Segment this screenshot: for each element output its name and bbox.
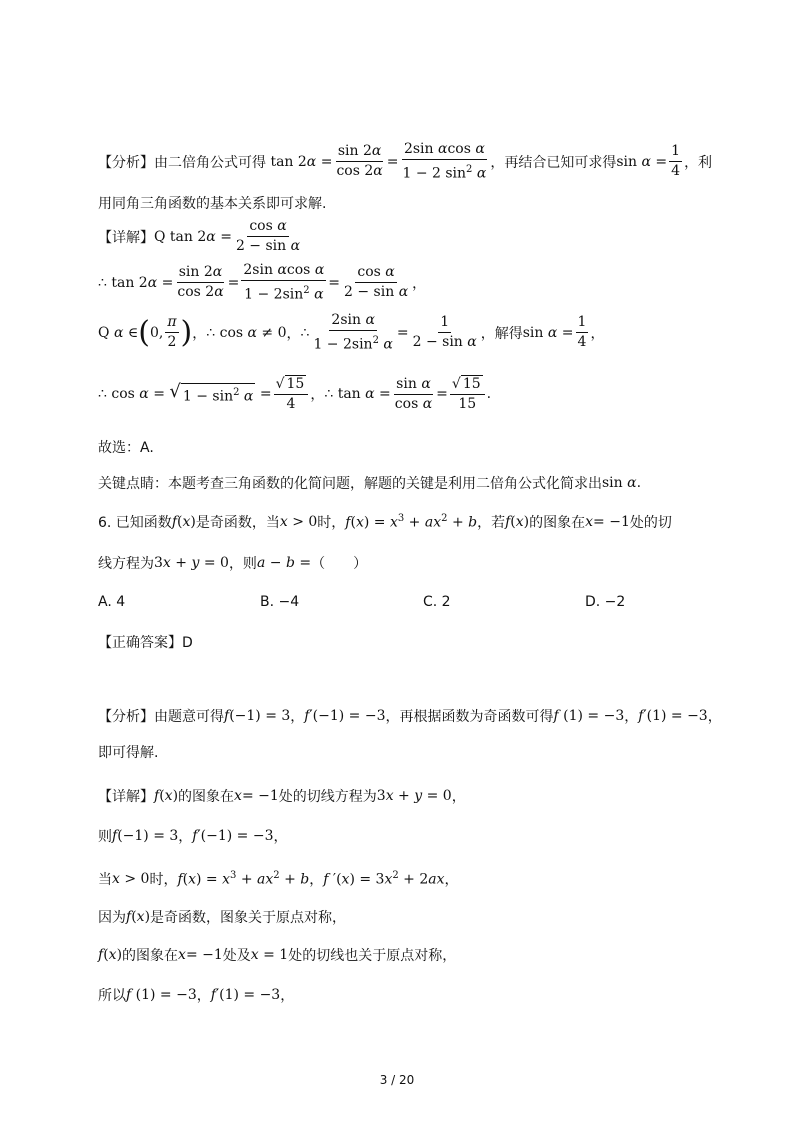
option-c[interactable]: C. 2 — [423, 594, 451, 610]
detail2-line-3: 当 x > 0 时， $f(x) = x^3 + ax^2 + b$ ， f $'(x) = 3x^2 + 2ax$ ， — [98, 870, 459, 888]
question-6-line-2: 线方程为 3x + y = 0 ，则 a − b = （ ） — [98, 555, 368, 572]
analysis-lead: 【分析】由二倍角公式可得 — [98, 154, 266, 171]
fraction: $\frac{\sin 2\alpha}{\cos 2\alpha}$ — [336, 143, 383, 180]
detail-line-1: 【详解】 Q tan 2α = $\frac{\text{cos α}}{\text{2 − sin α}}$ — [98, 218, 301, 254]
analysis-line-2: 用同角三角函数的基本关系即可求解. — [98, 196, 327, 212]
detail2-line-5: f(x) 的图象在 x= −1 处及 x = 1 处的切线也关于原点对称， — [98, 947, 457, 964]
detail-line-2: ∴ tan 2α = $\frac{\sin 2\alpha}{\cos 2\alpha}$ = $\frac{\text{2sin αcos α}}{1 - 2\sin^2 \alpha}$ = $\frac{\text{cos α}}{\text{2 − sin α}}$ ， — [98, 262, 427, 303]
analysis2-line-1: 【分析】由题意可得 f(−1) = 3 ， f′(−1) = −3 ，再根据函数为奇函数可得 f (1) = −3 ， f′(1) = −3 ， — [98, 708, 722, 725]
question-6-line-1: 6. 已知函数 f(x) 是奇函数，当 x > 0 时， $f(x) = x^3 + ax^2 + b$ ，若 f(x) 的图象在 x= −1 处的切 — [98, 513, 672, 531]
option-a[interactable]: A. 4 — [98, 594, 126, 610]
answer-options — [98, 594, 698, 614]
detail2-line-4: 因为 f(x) 是奇函数，图象关于原点对称， — [98, 909, 347, 926]
answer-select: 故选：A. — [98, 440, 154, 456]
analysis2-line-2: 即可得解. — [98, 745, 159, 761]
detail-line-4: ∴ cos α = √ $1 - \sin^2 \alpha$ = √ 15 4 ， ∴ tan α = $\frac{\text{sin α}}{\text{cos α}}$ = √ 15 15 . — [98, 375, 492, 412]
page-number: 3 / 20 — [379, 1073, 415, 1087]
fraction: $\frac{\text{2sin αcos α}}{1 - 2 \sin^2 \alpha}$ — [402, 141, 487, 182]
analysis-line-1: 【分析】由二倍角公式可得 tan 2α = $\frac{\sin 2\alpha}{\cos 2\alpha}$ = $\frac{\text{2sin αcos α}}{1 - 2 \sin^2 \alpha}$ ，再结合已知可求得 sin α = $\frac{1}{4}$ ，利 — [98, 141, 713, 182]
key-point: 关键点睛：本题考查三角函数的化简问题，解题的关键是利用二倍角公式化简求出 sin α . — [98, 475, 642, 492]
detail2-line-6: 所以 f (1) = −3 ， f′(1) = −3 ， — [98, 987, 295, 1004]
correct-answer: 【正确答案】D — [98, 635, 193, 651]
detail-line-3: Q α ∈ ( 0, $\frac{\pi}{2}$ ) ， ∴ cos α ≠ 0 ， ∴ $\frac{\text{2sin α}}{1 - 2\sin^2 \alpha}$ = $\frac{1}{\text{2 − sin α}}$ ，解得 sin α = $\frac{1}{4}$ ， — [98, 312, 605, 353]
option-d[interactable]: D. −2 — [585, 594, 626, 610]
detail2-line-1: 【详解】 f(x) 的图象在 x= −1 处的切线方程为 3x + y = 0 ， — [98, 788, 466, 805]
option-b[interactable]: B. −4 — [260, 594, 300, 610]
detail2-line-2: 则 f(−1) = 3 ， f′(−1) = −3 ， — [98, 828, 288, 845]
